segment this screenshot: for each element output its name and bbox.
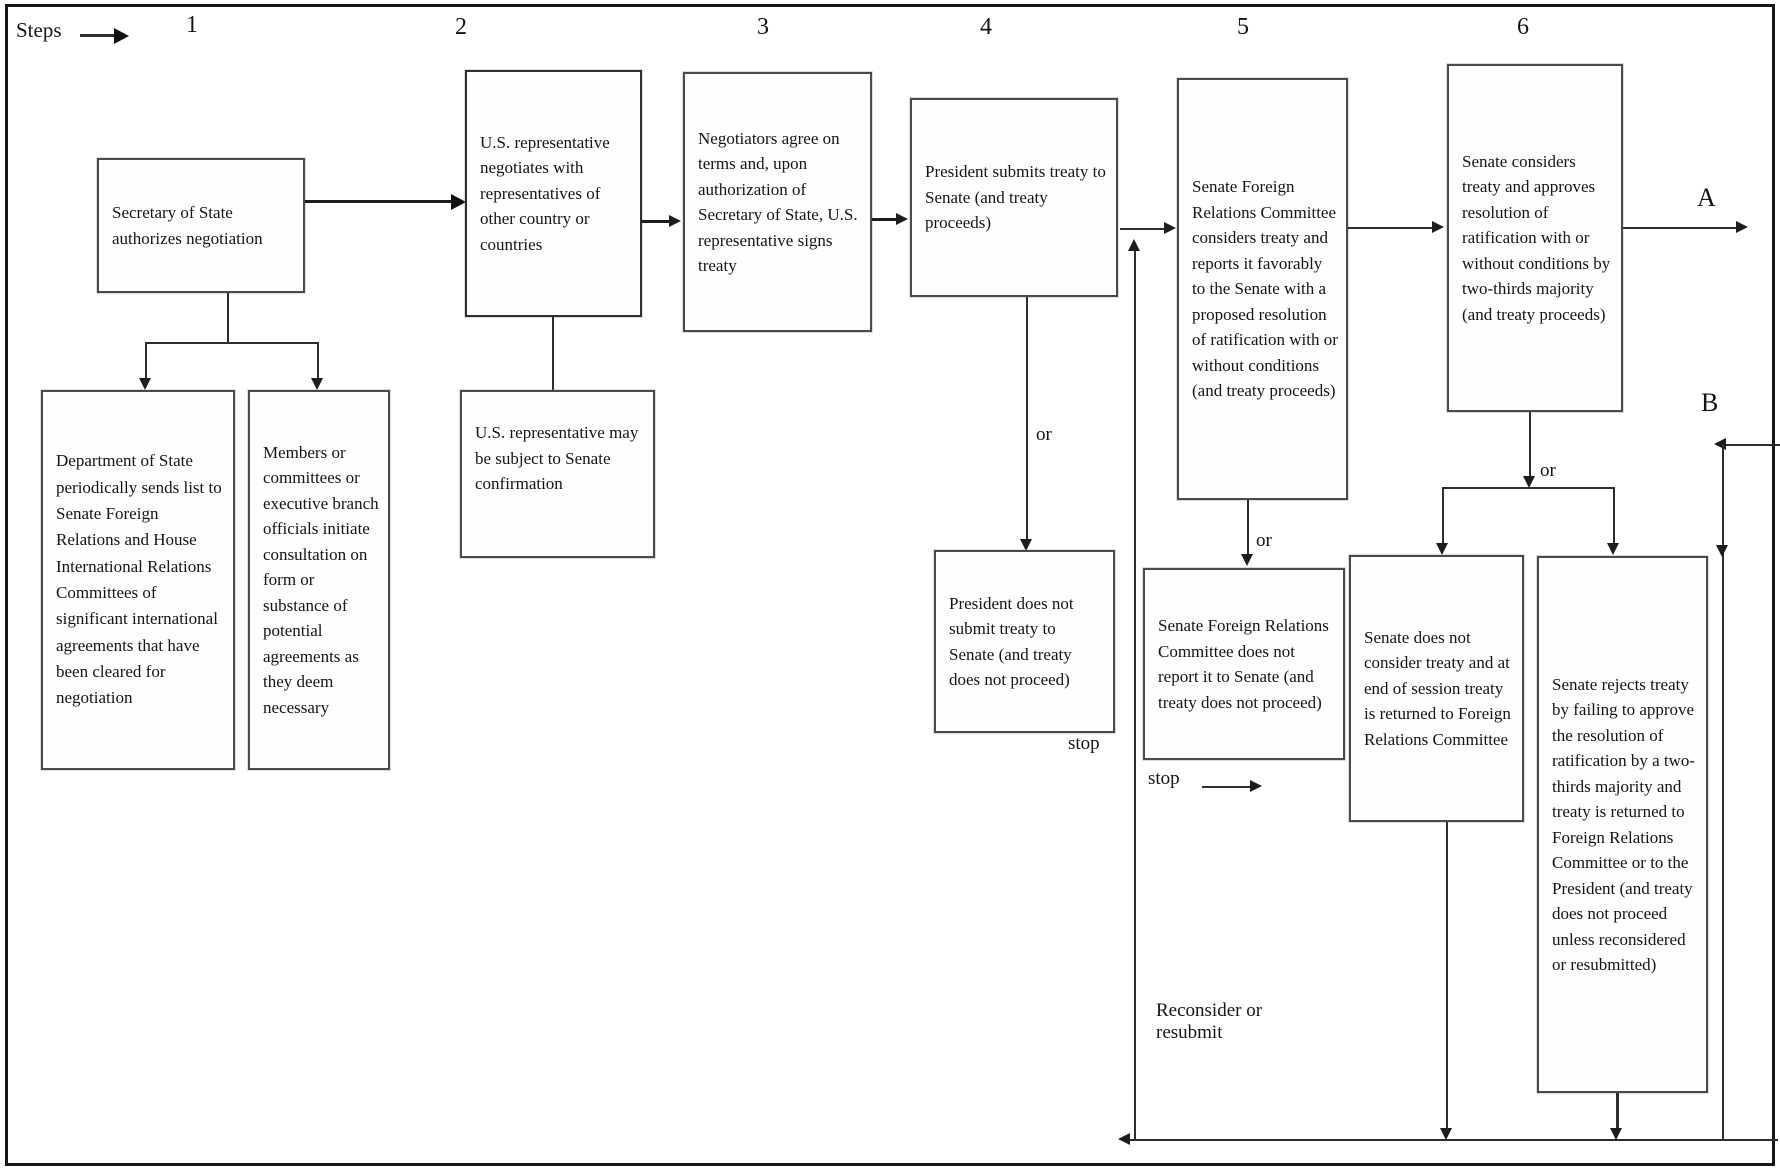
box-secretary-authorizes-text: Secretary of State authorizes negotiation	[112, 203, 263, 248]
arrow-sfrc-down	[1241, 554, 1253, 566]
arrow-feedback-up	[1128, 239, 1140, 251]
step-number-2: 2	[455, 14, 467, 40]
box-president-not-submit	[934, 550, 1115, 733]
line-president-to-sfrc	[1120, 228, 1164, 230]
line-rejects-down	[1616, 1093, 1619, 1130]
line-senate-down	[1529, 412, 1531, 478]
label-connector-a: A	[1697, 183, 1716, 212]
arrow-usrep-to-negotiators	[669, 215, 681, 227]
label-stop-committee: stop	[1148, 768, 1180, 789]
arrow-connector-b-down	[1716, 545, 1728, 557]
box-president-submits	[910, 98, 1118, 297]
label-stop-president: stop	[1068, 733, 1100, 754]
box-negotiators-sign	[683, 72, 872, 332]
arrow-branch-right	[311, 378, 323, 390]
box-usrep-confirmation	[460, 390, 655, 558]
arrow-branch-left	[139, 378, 151, 390]
line-senate-branch-h	[1443, 487, 1615, 489]
box-negotiators-sign-text: Negotiators agree on terms and, upon authorization of Secretary of State, U.S. representative signs treaty	[698, 128, 858, 275]
arrow-stop-committee	[1250, 780, 1262, 792]
box-members-consult	[248, 390, 390, 770]
line-stop-committee	[1202, 786, 1252, 788]
box-secretary-authorizes	[97, 158, 305, 293]
line-negotiators-to-president	[872, 218, 898, 221]
box-usrep-negotiates	[465, 70, 642, 317]
box-senate-rejects	[1537, 556, 1708, 1093]
arrow-bottom-return	[1118, 1133, 1130, 1145]
box-sfrc-reports-text: Senate Foreign Relations Committee considers treaty and reports it favorably to the Senate with a proposed resolution of ratification with or without conditions (and treaty proceeds)	[1192, 177, 1338, 401]
line-sfrc-down	[1247, 500, 1249, 556]
box-senate-not-consider-text: Senate does not consider treaty and at end of session treaty is returned to Foreign Relations Committee	[1364, 627, 1511, 749]
steps-label: Steps	[16, 18, 62, 42]
arrow-negotiators-to-president	[896, 213, 908, 225]
line-feedback-up	[1134, 250, 1136, 1140]
box-department-list-text: Department of State periodically sends list to Senate Foreign Relations and House International Relations Committees of significant international agreements that have been cleared for negotiation	[56, 451, 222, 708]
line-usrep-to-confirmation	[552, 317, 554, 390]
arrow-sfrc-to-senate	[1432, 221, 1444, 233]
box-senate-rejects-text: Senate rejects treaty by failing to approve the resolution of ratification by a two-thirds majority and treaty is returned to Foreign Relations Committee or to the President (and treaty does not proceed unless reconsidered or resubmitted)	[1552, 674, 1696, 974]
box-senate-approves-text: Senate considers treaty and approves resolution of ratification with or without conditions by two-thirds majority (and treaty proceeds)	[1462, 151, 1611, 324]
box-department-list	[41, 390, 235, 770]
line-president-down	[1026, 297, 1028, 541]
label-or-after-senate: or	[1540, 460, 1556, 481]
line-senate-branch-right	[1613, 487, 1615, 545]
label-connector-b: B	[1701, 388, 1719, 417]
box-members-consult-text: Members or committees or executive branch officials initiate consultation on form or substance of potential agreements as they deem necessary	[263, 442, 379, 717]
label-or-after-committee: or	[1256, 530, 1272, 551]
steps-arrow-head	[114, 28, 129, 44]
box-president-submits-text: President submits treaty to Senate (and treaty proceeds)	[925, 162, 1106, 233]
arrow-senate-branch-right	[1607, 543, 1619, 555]
arrow-secretary-to-usrep	[451, 194, 466, 210]
line-secretary-to-usrep	[305, 200, 453, 203]
step-number-5: 5	[1237, 14, 1249, 40]
line-secretary-down	[227, 293, 229, 343]
line-sfrc-to-senate	[1348, 227, 1432, 229]
step-number-1: 1	[186, 12, 198, 38]
line-branch-horizontal	[146, 342, 319, 344]
line-connector-a	[1623, 227, 1737, 229]
box-sfrc-not-report-text: Senate Foreign Relations Committee does not report it to Senate (and treaty does not proceed)	[1158, 616, 1329, 712]
line-usrep-to-negotiators	[642, 220, 670, 223]
arrow-senate-branch-left	[1436, 543, 1448, 555]
arrow-connector-b	[1714, 438, 1726, 450]
arrow-president-to-sfrc	[1164, 222, 1176, 234]
box-usrep-confirmation-text: U.S. representative may be subject to Senate confirmation	[475, 423, 639, 493]
arrow-connector-a	[1736, 221, 1748, 233]
line-branch-right	[317, 342, 319, 380]
box-sfrc-reports	[1177, 78, 1348, 500]
line-senate-branch-left	[1442, 487, 1444, 545]
box-senate-approves	[1447, 64, 1623, 412]
box-president-not-submit-text: President does not submit treaty to Senate (and treaty does not proceed)	[949, 593, 1074, 689]
line-branch-left	[145, 342, 147, 380]
line-not-consider-down	[1446, 822, 1448, 1130]
box-senate-not-consider	[1349, 555, 1524, 822]
label-or-after-submit: or	[1036, 424, 1052, 445]
step-number-6: 6	[1517, 14, 1529, 40]
steps-arrow-line	[80, 34, 116, 37]
box-usrep-negotiates-text: U.S. representative negotiates with representatives of other country or countries	[480, 132, 610, 254]
label-reconsider: Reconsider or resubmit	[1156, 1000, 1263, 1043]
step-number-3: 3	[757, 14, 769, 40]
line-bottom-return	[1130, 1139, 1778, 1141]
box-sfrc-not-report	[1143, 568, 1345, 760]
line-connector-b-h	[1726, 444, 1780, 446]
step-number-4: 4	[980, 14, 992, 40]
